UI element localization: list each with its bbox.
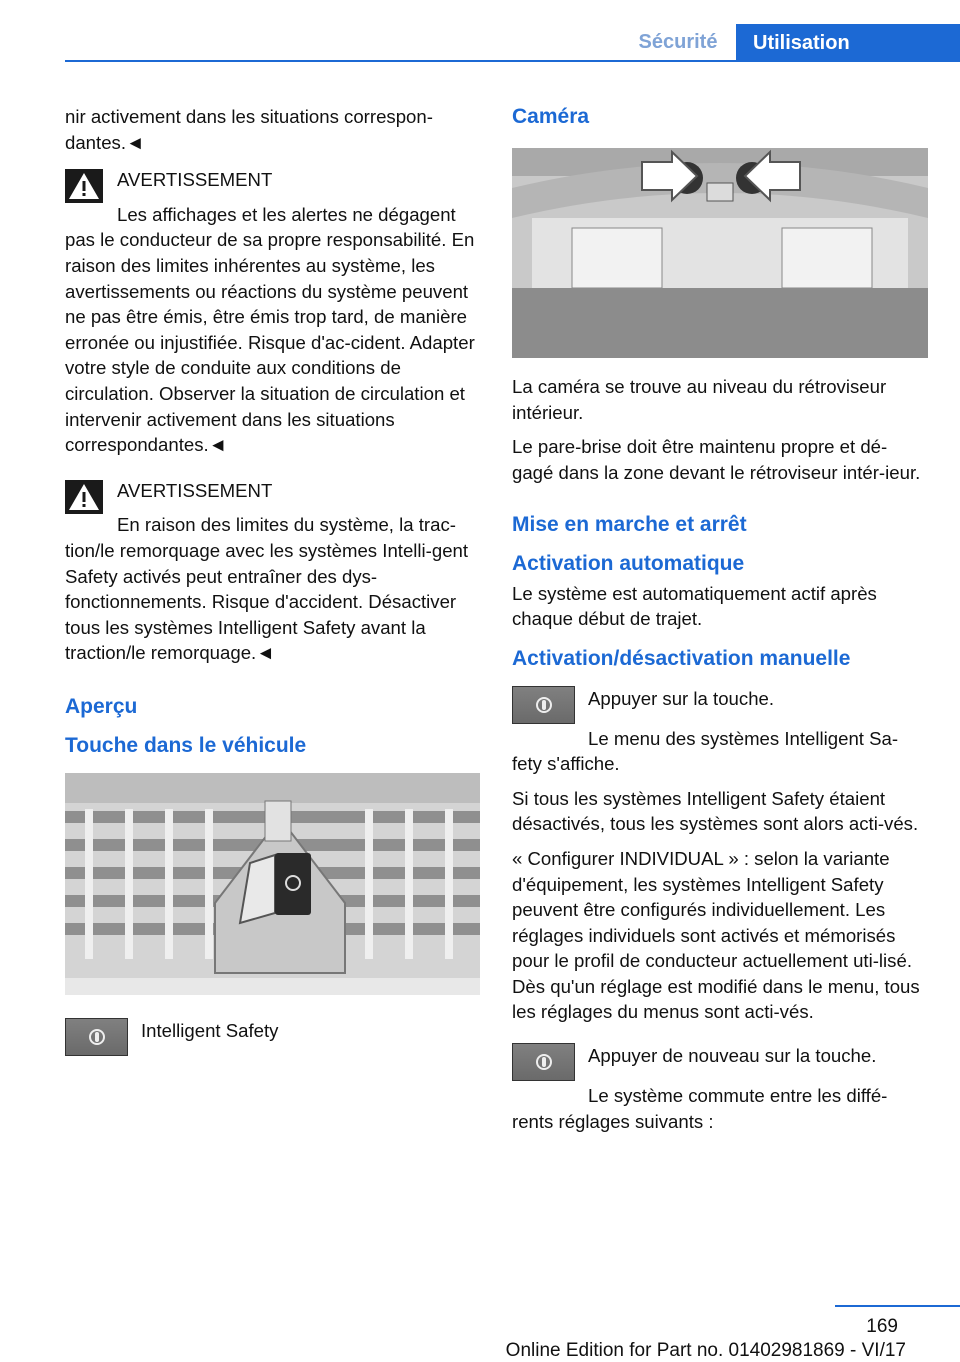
warning-text: Les affichages et les alertes ne dégagent pas le conducteur de sa propre responsabilité. En raison des limites inhérentes au système, les avertissements ou réactions du système peuvent ne pas être émis, être émis trop tard, de manière erronée ou injustifiée. Risque d'ac‐cident. Adapter votre style de conduite aux conditions de circulation. Observer la situation de circulation et intervenir activement dans les situations correspondantes.◄: [65, 203, 475, 456]
press-button-step-1: [512, 686, 928, 726]
intelligent-safety-button-icon: [512, 1043, 575, 1081]
intro-text: nir activement dans les situations correspon‐dantes.◄: [65, 106, 433, 153]
edition-footer: Online Edition for Part no. 01402981869 - VI/17: [505, 1340, 906, 1361]
warning-title: AVERTISSEMENT: [117, 169, 273, 191]
tab-utilisation[interactable]: Utilisation: [736, 24, 960, 62]
heading-activation-auto: Activation automatique: [512, 552, 745, 576]
warning-text: En raison des limites du système, la trac‐tion/le remorquage avec les systèmes Intelli‐gent Safety activés peut entraîner des dys‐fonctionnements. Risque d'accident. Désactiver tous les systèmes Intelligent Safety avant la traction/le remorquage.◄: [65, 514, 469, 664]
warning-title: AVERTISSEMENT: [117, 479, 273, 501]
camera-location-photo: [512, 148, 928, 358]
warning-icon: [65, 169, 103, 203]
press-button-step-2: [512, 1043, 928, 1083]
page-header: [0, 0, 960, 64]
button-location-photo: [65, 773, 480, 995]
right-column: [512, 104, 928, 1143]
intelligent-safety-legend: [65, 1018, 480, 1058]
config-paragraph: « Configurer INDIVIDUAL » : selon la variante d'équipement, les systèmes Intelligent Safety peuvent être configurés individuellement. Les réglages individuels sont activés et mémorisés pour le profil de conducteur actuellement uti‐lisé. Dès qu'un réglage est modifié dans le menu, tous les réglages du menus sont acti‐vés.: [512, 847, 920, 1023]
intelligent-safety-button-icon: [512, 686, 575, 724]
camera-paragraph-1: La caméra se trouve au niveau du rétroviseur intérieur.: [512, 376, 887, 423]
heading-apercu: Aperçu: [65, 694, 138, 718]
menu-paragraph: Le menu des systèmes Intelligent Sa‐fety s'affiche.: [512, 727, 899, 775]
warning-block-2: [65, 478, 480, 666]
intelligent-safety-button-icon: [65, 1018, 128, 1056]
heading-activation-manuelle: Activation/désactivation manuelle: [512, 646, 851, 670]
tab-securite[interactable]: Sécurité: [638, 30, 718, 53]
press-instruction-1: Appuyer sur la touche.: [588, 687, 775, 709]
warning-icon: [65, 480, 103, 514]
footer-rule: [835, 1305, 960, 1307]
press-instruction-2: Appuyer de nouveau sur la touche.: [588, 1045, 877, 1067]
commute-paragraph: Le système commute entre les diffé‐rents réglages suivants :: [512, 1085, 888, 1132]
header-rule: [65, 60, 960, 62]
heading-mise-en-marche: Mise en marche et arrêt: [512, 512, 747, 536]
camera-paragraph-2: Le pare-brise doit être maintenu propre et dé‐gagé dans la zone devant le rétroviseur intér‐ieur.: [512, 436, 921, 483]
intelligent-safety-label: Intelligent Safety: [141, 1019, 279, 1041]
auto-paragraph: Le système est automatiquement actif après chaque début de trajet.: [512, 582, 877, 630]
si-paragraph: Si tous les systèmes Intelligent Safety étaient désactivés, tous les systèmes sont alors acti‐vés.: [512, 787, 919, 835]
warning-block-1: [65, 167, 480, 458]
page-number: 169: [866, 1316, 898, 1337]
heading-camera: Caméra: [512, 105, 590, 128]
left-column: [65, 104, 480, 1058]
heading-touche: Touche dans le véhicule: [65, 734, 307, 758]
